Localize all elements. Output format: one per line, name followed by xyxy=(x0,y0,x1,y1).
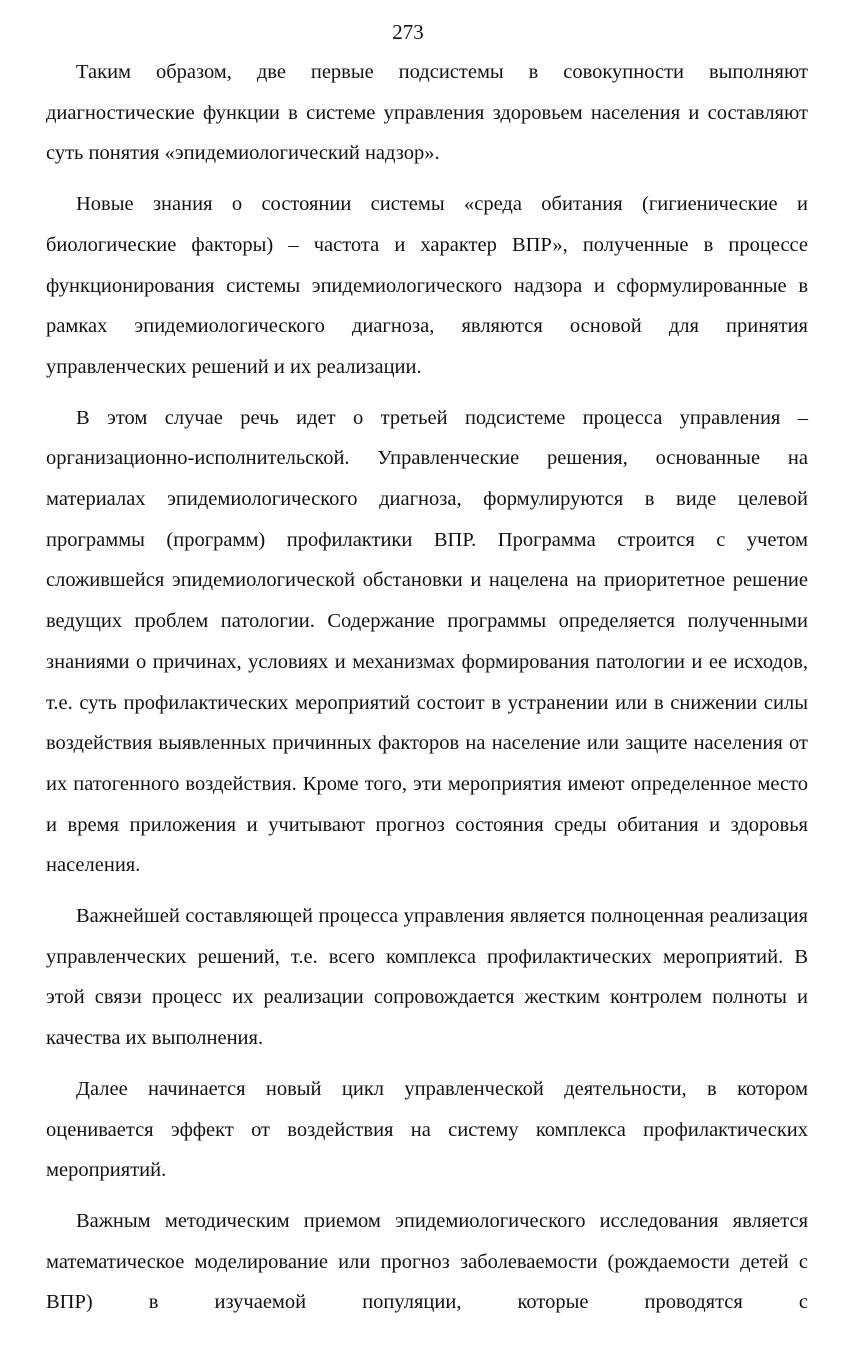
page-number: 273 xyxy=(392,20,424,44)
paragraph-4: Важнейшей составляющей процесса управления является полноценная реализация управленческих решений, т.е. всего комплекса профилактических мероприятий. В этой связи процесс их реализации сопровождается жестким контролем полноты и качества их выполнения. xyxy=(46,905,808,1050)
body-text xyxy=(46,52,808,1333)
paragraph-3: В этом случае речь идет о третьей подсистеме процесса управления – организационно-исполнительской. Управленческие решения, основанные на материалах эпидемиологического диагноза, формулируются в виде целевой программы (программ) профилактики ВПР. Программа строится с учетом сложившейся эпидемиологической обстановки и нацелена на приоритетное решение ведущих проблем патологии. Содержание программы определяется полученными знаниями о причинах, условиях и механизмах формирования патологии и ее исходов, т.е. суть профилактических мероприятий состоит в устранении или в снижении силы воздействия выявленных причинных факторов на население или защите населения от их патогенного воздействия. Кроме того, эти мероприятия имеют определенное место и время приложения и учитывают прогноз состояния среды обитания и здоровья населения. xyxy=(46,406,808,877)
paragraph-2: Новые знания о состоянии системы «среда обитания (гигиенические и биологические факторы) – частота и характер ВПР», полученные в процессе функционирования системы эпидемиологического надзора и сформулированные в рамках эпидемиологического диагноза, являются основой для принятия управленческих решений и их реализации. xyxy=(46,193,808,378)
paragraph-5: Далее начинается новый цикл управленческой деятельности, в котором оценивается эффект от воздействия на систему комплекса профилактических мероприятий. xyxy=(46,1077,808,1182)
paragraph-6: Важным методическим приемом эпидемиологического исследования является математическое моделирование или прогноз заболеваемости (рождаемости детей с ВПР) в изучаемой популяции, которые проводятся с xyxy=(46,1209,808,1314)
paragraph-1: Таким образом, две первые подсистемы в совокупности выполняют диагностические функции в системе управления здоровьем населения и составляют суть понятия «эпидемиологический надзор». xyxy=(46,61,808,165)
